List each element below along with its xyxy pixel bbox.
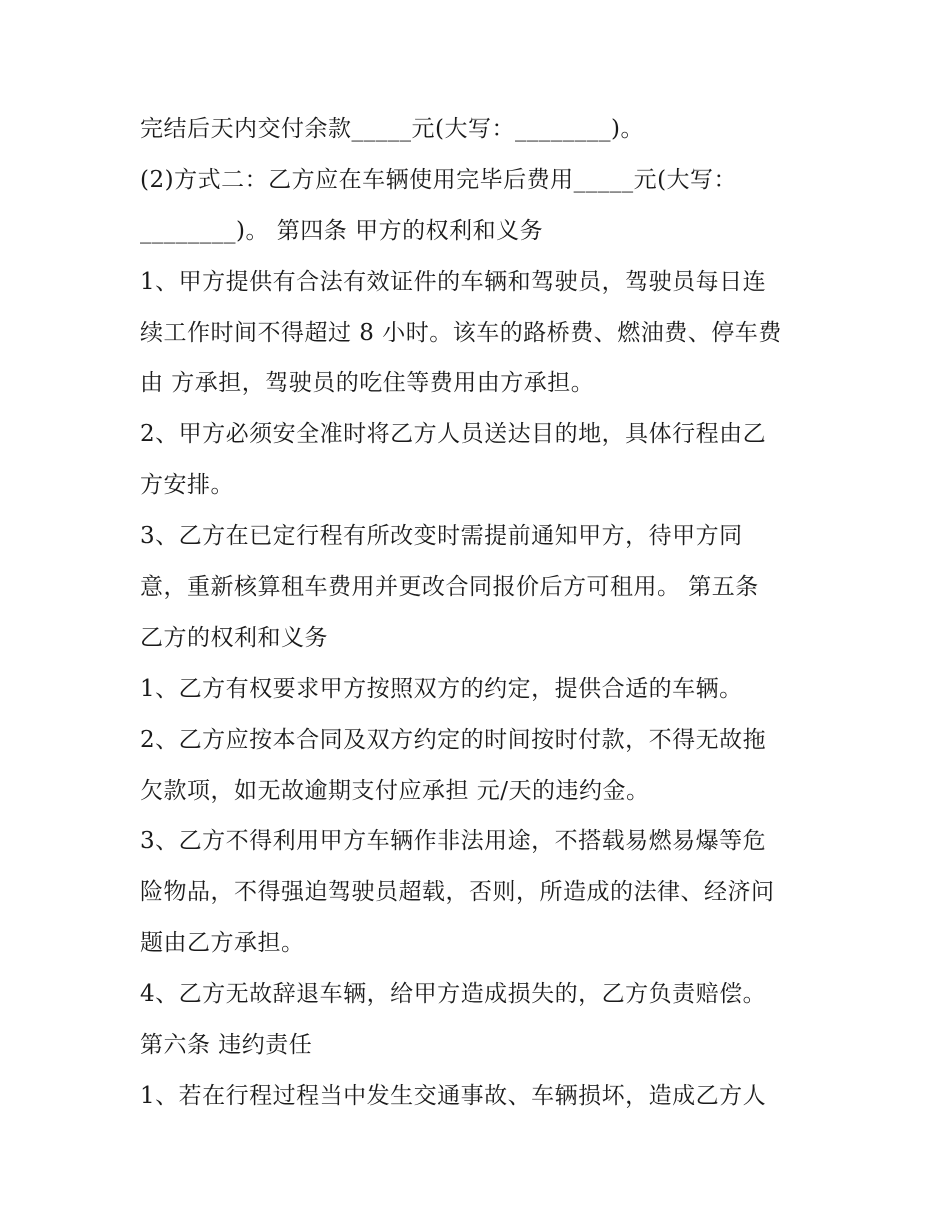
text-line: 险物品，不得强迫驾驶员超载，否则，所造成的法律、经济问 (140, 879, 775, 906)
text-line: 4、乙方无故辞退车辆，给甲方造成损失的，乙方负责赔偿。 (140, 981, 767, 1008)
text-line: 2、甲方必须安全准时将乙方人员送达目的地，具体行程由乙 (140, 421, 767, 448)
text-line: 题由乙方承担。 (140, 930, 305, 957)
text-line: 完结后天内交付余款_____元(大写：________)。 (140, 116, 644, 142)
text-line: 1、若在行程过程当中发生交通事故、车辆损坏，造成乙方人 (140, 1082, 767, 1109)
text-line: 意，重新核算租车费用并更改合同报价后方可租用。 第五条 (140, 574, 759, 601)
section-heading: 第六条 违约责任 (140, 1032, 313, 1059)
text-line: 由 方承担，驾驶员的吃住等费用由方承担。 (140, 370, 595, 397)
text-line: 2、乙方应按本合同及双方约定的时间按时付款，不得无故拖 (140, 726, 767, 753)
text-line: 欠款项，如无故逾期支付应承担 元/天的违约金。 (140, 777, 650, 804)
section-heading: 乙方的权利和义务 (140, 624, 328, 651)
text-line: 3、乙方在已定行程有所改变时需提前通知甲方，待甲方同 (140, 523, 743, 550)
text-line: 方安排。 (140, 472, 234, 499)
text-line: 3、乙方不得利用甲方车辆作非法用途，不搭载易燃易爆等危 (140, 828, 767, 855)
text-line: (2)方式二：乙方应在车辆使用完毕后费用_____元(大写： (140, 166, 738, 193)
text-line: 1、乙方有权要求甲方按照双方的约定，提供合适的车辆。 (140, 675, 743, 702)
contract-text (140, 104, 830, 1122)
text-line: ________)。 第四条 甲方的权利和义务 (140, 217, 544, 244)
text-line: 续工作时间不得超过 8 小时。该车的路桥费、燃油费、停车费 (140, 319, 782, 346)
text-line: 1、甲方提供有合法有效证件的车辆和驾驶员，驾驶员每日连 (140, 268, 767, 295)
